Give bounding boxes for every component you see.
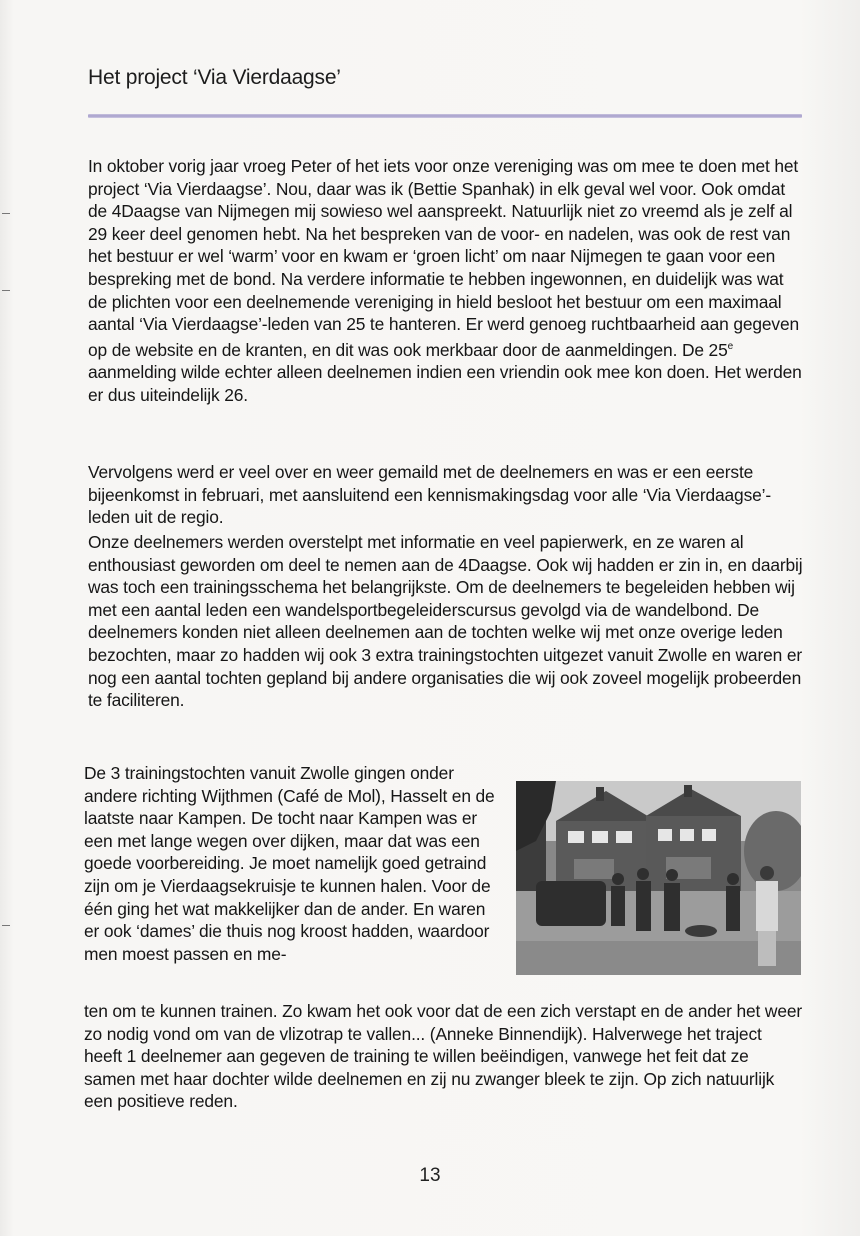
page-title: Het project ‘Via Vierdaagse’ [88,66,341,89]
paragraph-1-superscript: e [727,340,734,352]
paragraph-4-wrapped: De 3 trainingstochten vanuit Zwolle gingen onder andere richting Wijthmen (Café de Mol), Hasselt en de laatste naar Kampen. De tocht naar Kampen was er een met lange wegen over dijken, maar dat was een goede voorbereiding. Je moet namelijk goed getraind zijn om je Vierdaagsekruisje te kunnen halen. Voor de één ging het wat makkelijker dan de ander. En waren er ook ‘dames’ die thuis nog kroost hadden, waardoor men moest passen en me- [84,763,495,964]
paragraph-3: Onze deelnemers werden overstelpt met informatie en veel papierwerk, en ze waren al enthousiast geworden om deel te nemen aan de 4Daagse. Ook wij hadden er zin in, en daarbij was toch een trainingsschema het belangrijkste. Om de deelnemers te begeleiden hebben wij met een aantal leden een wandelsportbegeleiderscursus gevolgd via de wandelbond. De deelnemers konden niet alleen deelnemen aan de tochten welke wij met onze overige leden bezochten, maar zo hadden wij ook 3 extra trainingstochten uitgezet vanuit Zwolle en waren er nog een aantal tochten gepland bij andere organisaties die wij ook zoveel mogelijk probeerden te faciliteren. [88,532,803,711]
margin-mark [2,213,10,214]
paragraph-4-continued: ten om te kunnen trainen. Zo kwam het ook voor dat de een zich verstapt en de ander het weer zo nodig vond om van de vlizotrap te vallen... (Anneke Binnendijk). Halverwege het traject heeft 1 deelnemer aan gegeven de training te willen beëindigen, vanwege het feit dat ze samen met haar dochter wilde deelnemen en zij nu zwanger bleek te zijn. Op zich natuurlijk een positieve reden. [84,1001,803,1112]
margin-mark [2,925,10,926]
title-rule [88,114,802,118]
paragraph-1-text: In oktober vorig jaar vroeg Peter of het iets voor onze vereniging was om mee te doen met het project ‘Via Vierdaagse’. Nou, daar was ik (Bettie Spanhak) in elk geval wel voor. Ook omdat de 4Daagse van Nijmegen mij sowieso wel aanspreekt. Natuurlijk niet zo vreemd als je zelf al 29 keer deel genomen hebt. Na het bespreken van de voor- en nadelen, was ook de rest van het bestuur er wel ‘warm’ voor en kwam er ‘groen licht’ om naar Nijmegen te gaan voor een bespreking met de bond. Na verdere informatie te hebben ingewonnen, en duidelijk was wat de plichten voor een deelnemende vereniging in hield besloot het bestuur om een maximaal aantal ‘Via Vierdaagse’-leden van 25 te hanteren. Er werd genoeg ruchtbaarheid aan gegeven op de website en de kranten, en dit was ook merkbaar door de aanmeldingen. De 25 [88,156,799,360]
margin-mark [2,290,10,291]
page-number: 13 [419,1165,441,1186]
paragraph-1-text-end: aanmelding wilde echter alleen deelnemen indien een vriendin ook mee kon doen. Het werden er dus uiteindelijk 26. [88,362,802,405]
paragraph-1 [88,155,804,406]
paragraph-2: Vervolgens werd er veel over en weer gemaild met de deelnemers en was er een eerste bijeenkomst in februari, met aansluitend een kennismakingsdag voor alle ‘Via Vierdaagse’-leden uit de regio. [88,462,772,528]
group-photo [516,781,801,975]
